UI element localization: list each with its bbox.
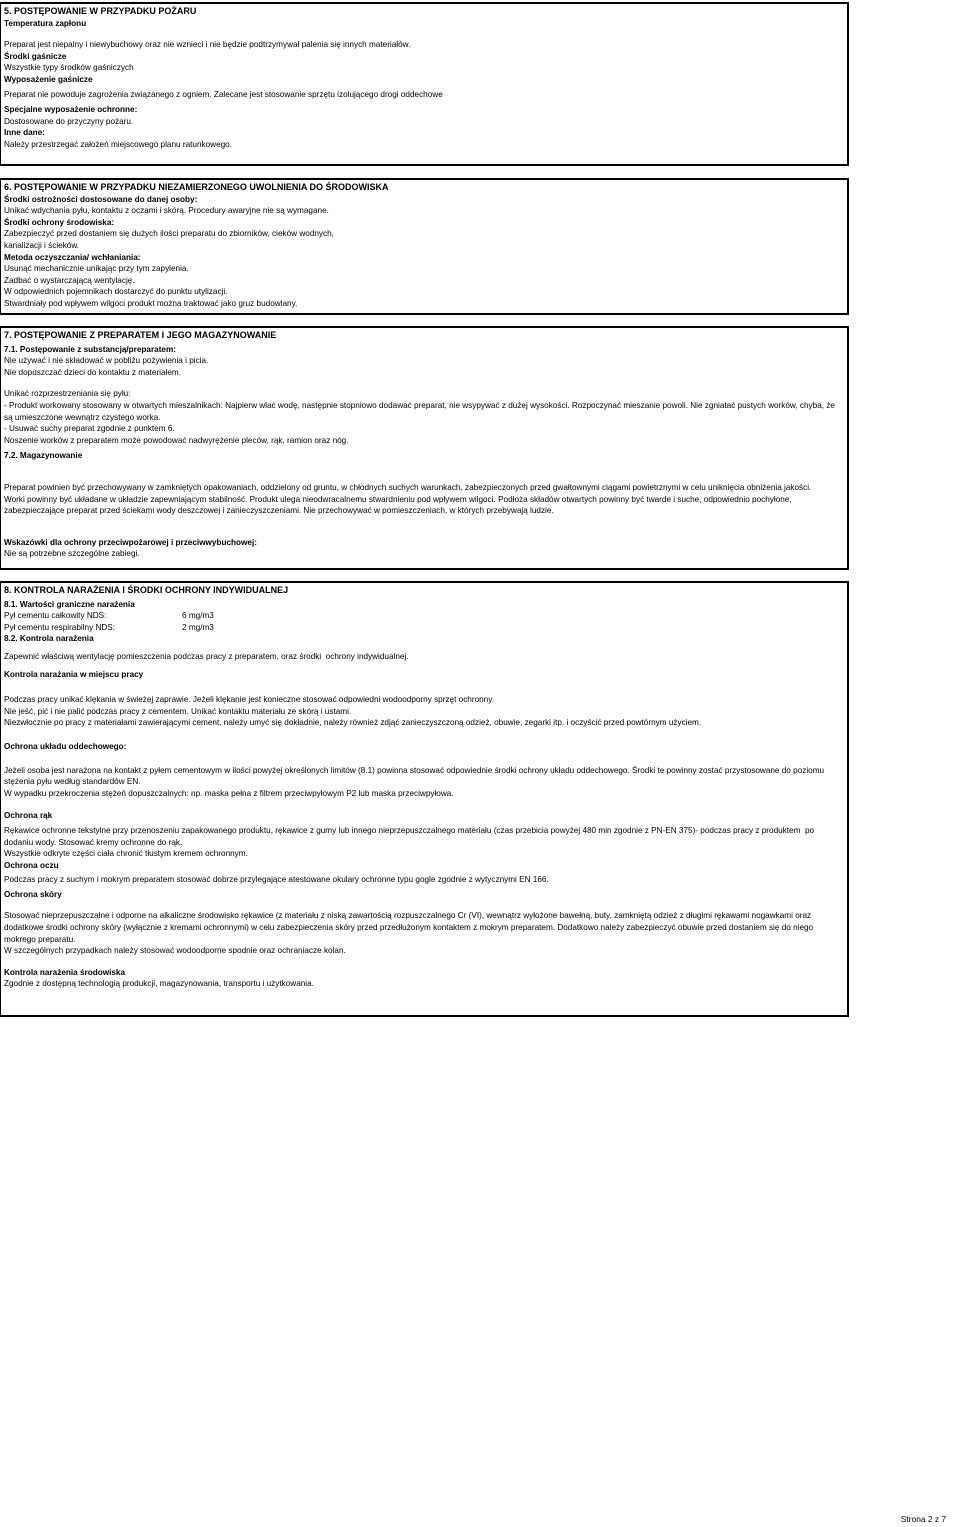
personal-precautions-text: Unikać wdychania pyłu, kontaktu z oczami i skórą. Procedury awaryjne nie są wymagane. [4, 206, 329, 216]
mixing-instructions-text: - Produkt workowany stosowany w otwartych mieszalnikach: Najpierw wlać wodę, następnie stopniowo dodawać preparat, nie wsypywać z dużej wysokości. Rozpoczynać mieszanie powoli. Nie zgniatać pustych worków, chyba, że są umieszczone wewnątrz czystego worka. [4, 400, 838, 422]
special-equipment-text: Dostosowane do przyczyny pożaru. [4, 116, 134, 126]
workplace-text-1: Podczas pracy unikać klękania w świeżej zaprawie. Jeżeli klękanie jest konieczne stosować odpowiedni wodoodporny sprzęt ochronny. [4, 695, 494, 705]
flash-point-heading: Temperatura zapłonu [4, 18, 87, 28]
personal-precautions-heading: Środki ostrożności dostosowane do danej osoby: [4, 194, 198, 204]
section-5-title: 5. POSTĘPOWANIE W PRZYPADKU POŻARU [4, 6, 197, 16]
skin-protection-heading: Ochrona skóry [4, 889, 62, 899]
other-data-text: Należy przestrzegać założeń miejscowego planu ratunkowego. [4, 139, 233, 149]
section-8-title: 8. KONTROLA NARAŻENIA I ŚRODKI OCHRONY INDYWIDUALNEJ [4, 585, 289, 595]
respiratory-text-2: W wypadku przekroczenia stężeń dopuszczalnych: np. maska pełna z filtrem przeciwpyłowym P2 lub maska przeciwpyłowa. [4, 788, 454, 798]
limit-label-total: Pył cementu całkowity NDS: [4, 611, 107, 621]
section-7-title: 7. POSTĘPOWANIE Z PREPARATEM I JEGO MAGAZYNOWANIE [4, 330, 277, 340]
limit-row-respirable [4, 622, 844, 634]
limit-value-respirable: 2 mg/m3 [182, 622, 214, 632]
limit-label-respirable: Pył cementu respirabilny NDS: [4, 622, 116, 632]
limit-value-total: 6 mg/m3 [182, 611, 214, 621]
cleanup-method-text-1: Usunąć mechanicznie unikając przy tym zapylenia. [4, 264, 189, 274]
section-6-box [0, 178, 849, 315]
workplace-text-2: Nie jeść, pić i nie palić podczas pracy z cementem. Unikać kontaktu materiału ze skórą i ustami. [4, 706, 352, 716]
special-equipment-heading: Specjalne wyposażenie ochronne: [4, 105, 138, 115]
section-6-title: 6. POSTĘPOWANIE W PRZYPADKU NIEZAMIERZONEGO UWOLNIENIA DO ŚRODOWISKA [4, 182, 389, 192]
exposure-control-heading: 8.2. Kontrola narażenia [4, 634, 94, 644]
dust-avoidance-text: Unikać rozprzestrzeniania się pyłu: [4, 389, 131, 399]
section-8-box [0, 581, 849, 1017]
environmental-exposure-heading: Kontrola narażenia środowiska [4, 967, 126, 977]
exposure-limits-heading: 8.1. Wartości graniczne narażenia [4, 599, 135, 609]
respiratory-text-1: Jeżeli osoba jest narażona na kontakt z pyłem cementowym w ilości powyżej określonych limitów (8.1) powinna stosować odpowiednie środki ochrony układu oddechowego. Środki te powinny zostać przystosowane do poziomu stężenia pyłu według standardów EN. [4, 765, 827, 787]
handling-text-2: Nie dopuszczać dzieci do kontaktu z materiałem. [4, 367, 182, 377]
workplace-exposure-heading: Kontrola narażania w miejscu pracy [4, 669, 144, 679]
skin-protection-text-2: W szczególnych przypadkach należy stosować wodoodporne spodnie oraz ochraniacze kolan. [4, 946, 346, 956]
extinguishing-media-heading: Środki gaśnicze [4, 51, 67, 61]
environmental-precautions-text-2: kanalizacji i ścieków. [4, 240, 80, 250]
hand-protection-text-1: Rękawice ochronne tekstylne przy przenoszeniu zapakowanego produktu, rękawice z gumy lub innego nieprzepuszczalnego materiału (czas przebicia powyżej 480 min zgodnie z PN-EN 375)- podczas pracy z produktem po dodaniu wody. Stosować kremy ochronne do rąk. [4, 825, 817, 847]
firefighting-equipment-text: Preparat nie powoduje zagrożenia związanego z ogniem. Zalecane jest stosowanie sprzętu izolującego drogi oddechowe [4, 89, 443, 99]
flash-point-text: Preparat jest niepalny i niewybuchowy oraz nie wznieci i nie będzie podtrzymywał palenia się innych materiałów. [4, 40, 411, 50]
hand-protection-heading: Ochrona rąk [4, 811, 53, 821]
workplace-text-3: Niezwłocznie po pracy z materiałami zawierającymi cement, należy umyć się dokładnie, należy również zdjąć zanieczyszczoną odzież, obuwie, zegarki itp. i oczyścić przed powtórnym użyciem. [4, 718, 702, 728]
section-5-box [0, 2, 849, 166]
cleanup-method-text-4: Stwardniały pod wpływem wilgoci produkt można traktować jako gruz budowlany. [4, 298, 298, 308]
eye-protection-heading: Ochrona oczu [4, 860, 59, 870]
page-number: Strona 2 z 7 [900, 1514, 946, 1524]
storage-text-2: Worki powinny być układane w układzie zapewniającym stabilność. Produkt ulega nieodwracalnemu stwardnieniu pod wpływem wilgoci. Podłoża składów otwartych powinny być twarde i suche, odpowiednio pochyłone, zabezpieczające preparat przed ściekami wody deszczowej i zanieczyszczeniami. Nie przechowywać w pomieszczeniach, w których przebywają ludzie. [4, 494, 794, 516]
ventilation-text: Zapewnić właściwą wentylację pomieszczenia podczas pracy z preparatem, oraz środki ochrony indywidualnej. [4, 651, 409, 661]
environmental-exposure-text: Zgodnie z dostępną technologią produkcji, magazynowania, transportu i użytkowania. [4, 979, 314, 989]
bag-carrying-text: Noszenie worków z preparatem może powodować nadwyrężenie pleców, rąk, ramion oraz nóg. [4, 435, 349, 445]
limit-row-total [4, 610, 844, 622]
environmental-precautions-text-1: Zabezpieczyć przed dostaniem się dużych ilości preparatu do zbiorników, cieków wodnych, [4, 229, 334, 239]
fire-explosion-guidance-heading: Wskazówki dla ochrony przeciwpożarowej i przeciwwybuchowej: [4, 537, 257, 547]
dry-removal-text: - Usuwać suchy preparat zgodnie z punktem 6. [4, 424, 175, 434]
handling-text-1: Nie używać i nie składować w pobliżu pożywienia i picia. [4, 356, 209, 366]
extinguishing-media-text: Wszystkie typy środków gaśniczych [4, 63, 134, 73]
handling-heading: 7.1. Postępowanie z substancją/preparatem: [4, 344, 176, 354]
cleanup-method-heading: Metoda oczyszczania/ wchłaniania: [4, 252, 141, 262]
other-data-heading: Inne dane: [4, 128, 45, 138]
storage-text-1: Preparat powinien być przechowywany w zamkniętych opakowaniach, oddzielony od gruntu, w chłodnych suchych warunkach, zabezpieczonych przed gwałtownymi ciągami powietrznymi w celu uniknięcia obniżenia jakości. [4, 482, 812, 492]
cleanup-method-text-2: Zadbać o wystarczającą wentylację. [4, 275, 135, 285]
hand-protection-text-2: Wszystkie odkryte części ciała chronić tłustym kremem ochronnym. [4, 849, 248, 859]
firefighting-equipment-heading: Wyposażenie gaśnicze [4, 74, 93, 84]
cleanup-method-text-3: W odpowiednich pojemnikach dostarczyć do punktu utylizacji. [4, 287, 228, 297]
eye-protection-text: Podczas pracy z suchym i mokrym preparatem stosować dobrze przylegające atestowane okulary ochronne typu gogle zgodnie z wytycznymi EN 166. [4, 875, 549, 885]
section-7-box [0, 326, 849, 570]
skin-protection-text-1: Stosować nieprzepuszczalne i odporne na alkaliczne środowisko rękawice (z materiału z niską zawartością rozpuszczalnego Cr (VI), wewnątrz wyłożone bawełną, buty, zamkniętą odzież z długimi rękawami nogawkami oraz dodatkowe środki ochrony skóry (wyłącznie z kremami ochronnymi) w celu zabezpieczenia skóry przed przedłużonym kontaktem z mokrym preparatem. Dodatkowo należy zabezpieczyć obuwie przed dostaniem się do niego mokrego preparatu. [4, 911, 816, 944]
respiratory-protection-heading: Ochrona układu oddechowego: [4, 741, 127, 751]
storage-heading: 7.2. Magazynowanie [4, 451, 83, 461]
fire-explosion-guidance-text: Nie są potrzebne szczególne zabiegi. [4, 549, 140, 559]
environmental-precautions-heading: Środki ochrony środowiska: [4, 217, 115, 227]
